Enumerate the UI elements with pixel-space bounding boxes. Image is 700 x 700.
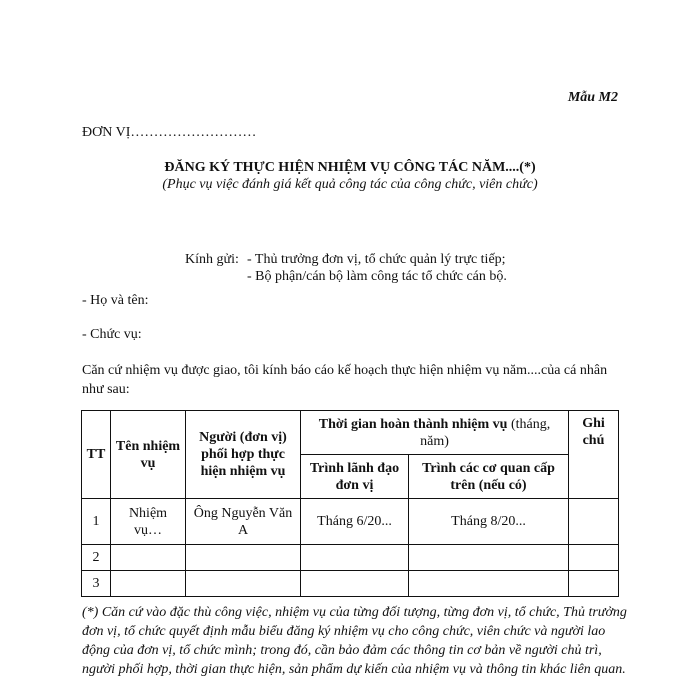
document-title: ĐĂNG KÝ THỰC HIỆN NHIỆM VỤ CÔNG TÁC NĂM....(*) <box>164 160 536 175</box>
header-tt: TT <box>82 411 111 499</box>
intro-paragraph: Căn cứ nhiệm vụ được giao, tôi kính báo cáo kế hoạch thực hiện nhiệm vụ năm....của cá nhân như sau: <box>82 363 608 397</box>
cell-coordinator <box>186 545 301 571</box>
cell-task <box>111 571 186 597</box>
header-leader: Trình lãnh đạo đơn vị <box>301 455 409 499</box>
header-agency: Trình các cơ quan cấp trên (nếu có) <box>409 455 569 499</box>
cell-agency <box>409 545 569 571</box>
cell-note <box>569 499 619 545</box>
cell-note <box>569 545 619 571</box>
header-completion-normal: (tháng, năm) <box>420 416 551 449</box>
cell-leader <box>301 571 409 597</box>
field-name: - Họ và tên: <box>82 293 149 308</box>
task-table <box>81 410 619 597</box>
document-subtitle: (Phục vụ việc đánh giá kết quả công tác của công chức, viên chức) <box>162 177 538 192</box>
cell-coordinator: Ông Nguyễn Văn A <box>186 499 301 545</box>
recipient-line-2: - Bộ phận/cán bộ làm công tác tổ chức cán bộ. <box>247 269 507 284</box>
recipients-label: Kính gửi: <box>185 252 239 267</box>
unit-line: ĐƠN VỊ……………………… <box>82 125 257 140</box>
header-completion-bold: Thời gian hoàn thành nhiệm vụ <box>318 416 508 432</box>
form-code: Mẫu M2 <box>567 90 618 105</box>
header-note: Ghi chú <box>569 411 619 499</box>
header-coordinator: Người (đơn vị) phối hợp thực hiện nhiệm vụ <box>186 411 301 499</box>
cell-tt: 3 <box>82 571 111 597</box>
cell-agency <box>409 571 569 597</box>
table-header-row <box>82 411 619 455</box>
cell-leader <box>301 545 409 571</box>
cell-task: Nhiệm vụ… <box>111 499 186 545</box>
recipients <box>185 251 507 285</box>
table-row <box>82 545 619 571</box>
cell-task <box>111 545 186 571</box>
cell-leader: Tháng 6/20... <box>301 499 409 545</box>
cell-tt: 1 <box>82 499 111 545</box>
header-task: Tên nhiệm vụ <box>111 411 186 499</box>
header-completion <box>301 411 569 455</box>
table-row <box>82 499 619 545</box>
cell-tt: 2 <box>82 545 111 571</box>
footnote: (*) Căn cứ vào đặc thù công việc, nhiệm vụ của từng đối tượng, từng đơn vị, tổ chức, Thủ trưởng đơn vị, tổ chức quyết định mẫu biểu đăng ký nhiệm vụ cho công chức, viên chức và người lao động của đơn vị, tổ chức mình; trong đó, cần bảo đảm các thông tin cơ bản về người chủ trì, người phối hợp, thời gian thực hiện, sản phẩm dự kiến của nhiệm vụ và thông tin khác liên quan. <box>82 605 627 677</box>
recipient-line-1: - Thủ trưởng đơn vị, tổ chức quản lý trực tiếp; <box>247 252 506 267</box>
cell-agency: Tháng 8/20... <box>409 499 569 545</box>
field-position: - Chức vụ: <box>82 327 142 342</box>
cell-note <box>569 571 619 597</box>
table-row <box>82 571 619 597</box>
cell-coordinator <box>186 571 301 597</box>
